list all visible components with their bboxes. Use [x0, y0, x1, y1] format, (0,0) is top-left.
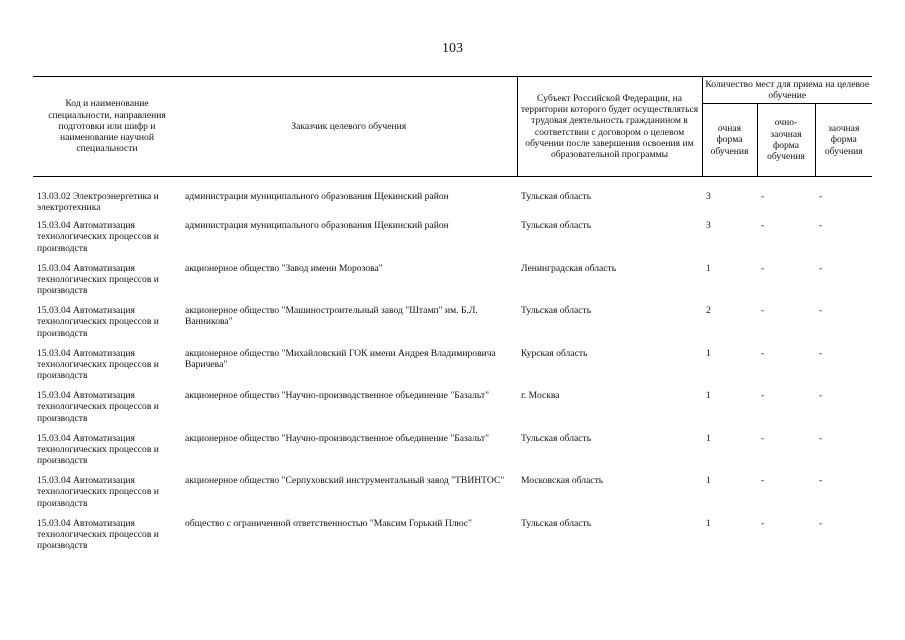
- cell-part-time: -: [761, 390, 765, 401]
- table-row: [33, 303, 872, 346]
- cell-subject: Ленинградская область: [521, 262, 617, 274]
- table-row: [33, 189, 872, 218]
- cell-extramural: -: [819, 517, 823, 529]
- cell-full-time: 1: [706, 517, 711, 529]
- cell-extramural: -: [819, 347, 823, 359]
- cell-code: 15.03.04 Автоматизация технологических процессов и производств: [37, 517, 159, 552]
- cell-full-time: 1: [706, 262, 711, 274]
- cell-part-time: -: [761, 262, 765, 274]
- header-code: Код и наименование специальности, направления подготовки или шифр и наименование научной специальности: [33, 77, 181, 177]
- cell-customer: акционерное общество "Машиностроительный завод "Штамп" им. Б.Л. Ванникова": [185, 305, 478, 328]
- cell-code: 15.03.04 Автоматизация технологических процессов и производств: [37, 220, 159, 254]
- cell-part-time: -: [761, 220, 765, 231]
- cell-code: 15.03.04 Автоматизация технологических процессов и производств: [37, 390, 159, 424]
- cell-part-time: -: [761, 191, 765, 202]
- cell-customer: акционерное общество "Михайловский ГОК имени Андрея Владимировича Варичева": [185, 347, 496, 370]
- cell-subject: Курская область: [521, 347, 588, 359]
- cell-full-time: 1: [706, 432, 711, 444]
- cell-customer: акционерное общество "Научно-производственное объединение "Базальт": [185, 390, 490, 401]
- cell-code: 15.03.04 Автоматизация технологических процессов и производств: [37, 432, 159, 467]
- cell-subject: Тульская область: [521, 220, 592, 231]
- cell-extramural: -: [819, 191, 823, 202]
- cell-subject: Тульская область: [521, 517, 592, 529]
- cell-extramural: -: [819, 390, 823, 401]
- cell-subject: Московская область: [521, 475, 604, 486]
- cell-customer: администрация муниципального образования Щекинский район: [185, 191, 449, 202]
- cell-subject: Тульская область: [521, 191, 592, 202]
- table-row: [33, 516, 872, 559]
- table-row: [33, 218, 872, 261]
- cell-extramural: -: [819, 432, 823, 444]
- header-full-time: очная форма обучения: [702, 104, 757, 177]
- cell-code: 15.03.04 Автоматизация технологических процессов и производств: [37, 475, 159, 509]
- table-row: [33, 431, 872, 474]
- cell-part-time: -: [761, 305, 765, 316]
- cell-part-time: -: [761, 517, 765, 529]
- cell-full-time: 1: [706, 347, 711, 359]
- header-subject: Субъект Российской Федерации, на территории которого будет осуществляться трудовая деятельность гражданином в соответствии с договором о целевом обучении после завершения освоения им образовательной программы: [517, 77, 702, 177]
- cell-full-time: 1: [706, 390, 711, 401]
- cell-extramural: -: [819, 305, 823, 316]
- cell-code: 15.03.04 Автоматизация технологических процессов и производств: [37, 262, 159, 297]
- cell-full-time: 1: [706, 475, 711, 486]
- cell-full-time: 2: [706, 305, 711, 316]
- cell-subject: Тульская область: [521, 432, 592, 444]
- cell-part-time: -: [761, 347, 765, 359]
- cell-full-time: 3: [706, 191, 711, 202]
- cell-extramural: -: [819, 220, 823, 231]
- target-training-table: [33, 76, 872, 558]
- cell-customer: акционерное общество "Научно-производственное объединение "Базальт": [185, 432, 490, 444]
- header-part-time: очно-заочная форма обучения: [757, 104, 815, 177]
- header-extramural: заочная форма обучения: [815, 104, 872, 177]
- cell-part-time: -: [761, 475, 765, 486]
- cell-customer: администрация муниципального образования Щекинский район: [185, 220, 449, 231]
- cell-subject: г. Москва: [521, 390, 560, 401]
- cell-extramural: -: [819, 262, 823, 274]
- header-places: Количество мест для приема на целевое обучение: [702, 77, 872, 104]
- cell-part-time: -: [761, 432, 765, 444]
- table-row: [33, 261, 872, 304]
- cell-code: 13.03.02 Электроэнергетика и электротехника: [37, 191, 159, 214]
- table-row: [33, 346, 872, 389]
- cell-extramural: -: [819, 475, 823, 486]
- cell-code: 15.03.04 Автоматизация технологических процессов и производств: [37, 347, 159, 382]
- header-customer: Заказчик целевого обучения: [181, 77, 517, 177]
- table-row: [33, 473, 872, 516]
- cell-customer: акционерное общество "Серпуховский инструментальный завод "ТВИНТОС": [185, 475, 505, 486]
- cell-code: 15.03.04 Автоматизация технологических процессов и производств: [37, 305, 159, 339]
- cell-customer: акционерное общество "Завод имени Морозова": [185, 262, 383, 274]
- cell-full-time: 3: [706, 220, 711, 231]
- page-number: 103: [442, 41, 463, 56]
- cell-customer: общество с ограниченной ответственностью "Максим Горький Плюс": [185, 517, 472, 529]
- cell-subject: Тульская область: [521, 305, 592, 316]
- table-row: [33, 388, 872, 431]
